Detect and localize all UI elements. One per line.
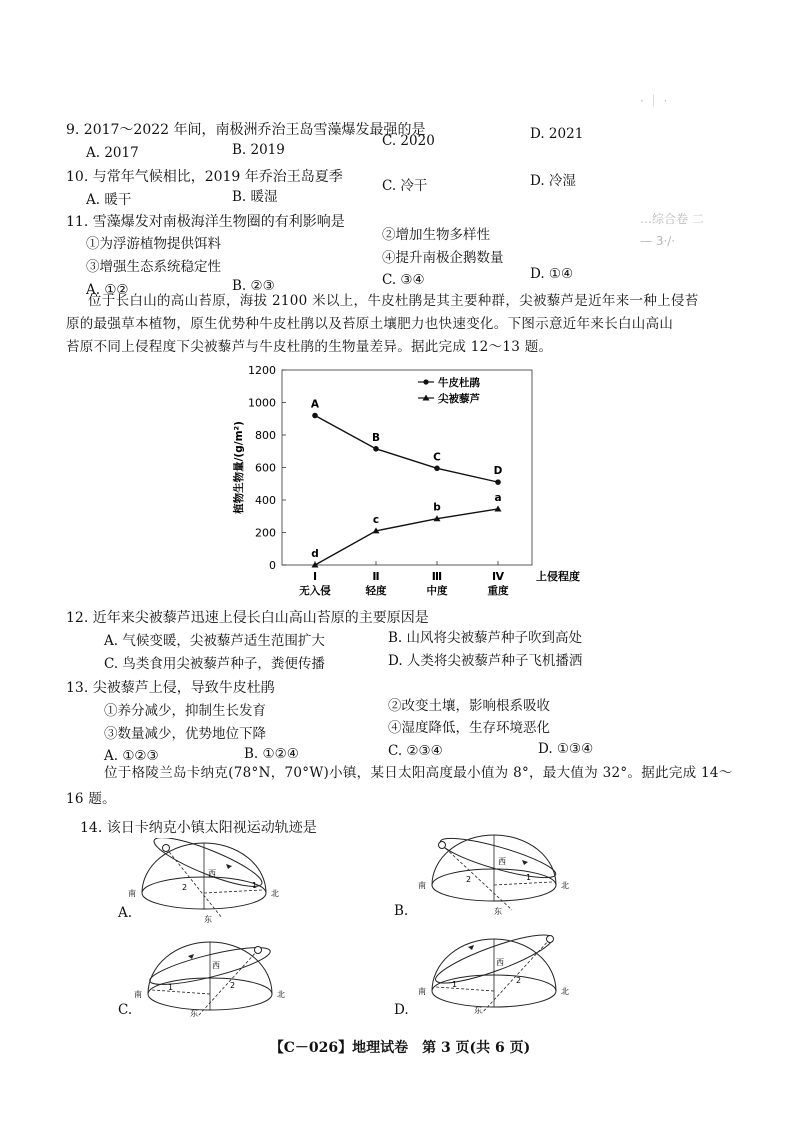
scan-mark: …综合卷 二: [640, 212, 704, 226]
series-1-point: [495, 479, 501, 485]
page-footer: 【C－026】地理试卷 第 3 页(共 6 页): [269, 1040, 531, 1056]
q10-option-d: D. 冷湿: [530, 173, 576, 189]
x-axis-label: 上侵程度: [536, 570, 580, 583]
point-label: d: [311, 548, 319, 560]
sun-path-diagram-d: [402, 925, 582, 1017]
point-label: B: [371, 431, 381, 444]
y-tick-label: 0: [269, 559, 276, 572]
angle-label-1: 1: [252, 881, 258, 890]
q13-item-2: ②改变土壤，影响根系吸收: [388, 698, 550, 714]
q11-option-d: D. ①④: [530, 266, 574, 282]
q10-option-b: B. 暖湿: [232, 189, 278, 205]
east-label: 东: [204, 915, 212, 924]
question-11-stem: 11. 雪藻爆发对南极海洋生物圈的有利影响是: [66, 214, 345, 230]
biomass-line-chart: [220, 362, 600, 602]
legend-marker-1: [423, 379, 428, 384]
x-tick-label: Ⅱ: [372, 570, 380, 583]
q14-option-d: D.: [394, 1002, 409, 1018]
y-tick-label: 400: [255, 494, 276, 507]
q9-option-b: B. 2019: [232, 142, 285, 158]
scan-mark: — 3·∕·: [640, 234, 676, 248]
x-sublabel: 中度: [426, 585, 448, 597]
q11-item-2: ②增加生物多样性: [382, 227, 490, 243]
angle-label-2: 2: [182, 883, 188, 892]
q11-option-b: B. ②③: [232, 278, 275, 294]
q9-option-d: D. 2021: [530, 126, 584, 142]
angle-label-1: 1: [526, 873, 532, 882]
south-label: 南: [418, 987, 426, 996]
north-label: 北: [277, 990, 285, 999]
intro-14-line-1: 位于格陵兰岛卡纳克(78°N，70°W)小镇，某日太阳高度最小值为 8°，最大值为 32°。据此完成 14～: [104, 765, 733, 781]
x-sublabel: 重度: [487, 585, 509, 597]
east-label: 东: [190, 1009, 198, 1018]
sun-path-diagram-c: [118, 928, 298, 1020]
series-2-point: [312, 562, 319, 568]
y-tick-label: 1200: [248, 364, 276, 377]
angle-label-1: 1: [452, 980, 458, 989]
y-tick-label: 1000: [248, 396, 276, 410]
intro-12-line-2: 原的最强草本植物，原生优势种牛皮杜鹃以及苔原土壤肥力也快速变化。下图示意近年来长白山高山: [66, 316, 674, 332]
series-1-point: [434, 466, 440, 472]
point-label: b: [433, 501, 441, 514]
x-sublabel: 轻度: [365, 585, 387, 597]
q9-option-c: C. 2020: [382, 133, 435, 149]
west-label: 西: [496, 958, 504, 967]
angle-label-2: 2: [466, 875, 472, 884]
y-axis-label: 植物生物量/(g/m²): [233, 421, 245, 514]
scan-mark: · ｜ ·: [640, 94, 668, 108]
q14-option-c: C.: [118, 1002, 133, 1018]
north-label: 北: [561, 881, 569, 890]
legend-label-2: 尖被藜芦: [438, 393, 480, 405]
north-label: 北: [561, 987, 569, 996]
intro-12-line-3: 苔原不同上侵程度下尖被藜芦与牛皮杜鹃的生物量差异。据此完成 12～13 题。: [66, 339, 553, 355]
x-tick-label: Ⅰ: [312, 570, 318, 583]
question-13-stem: 13. 尖被藜芦上侵，导致牛皮杜鹃: [66, 680, 275, 696]
intro-12-line-1: 位于长白山的高山苔原，海拔 2100 米以上，牛皮杜鹃是其主要种群，尖被藜芦是近年来一种上侵苔: [88, 293, 699, 309]
q12-option-a: A. 气候变暖，尖被藜芦适生范围扩大: [104, 633, 325, 649]
series-2-point: [495, 505, 502, 511]
q13-option-a: A. ①②③: [104, 748, 159, 764]
q14-option-b: B.: [394, 903, 409, 919]
question-12-stem: 12. 近年来尖被藜芦迅速上侵长白山高山苔原的主要原因是: [66, 610, 429, 626]
q12-option-b: B. 山风将尖被藜芦种子吹到高处: [388, 630, 583, 646]
south-label: 南: [134, 990, 142, 999]
q14-option-a: A.: [118, 905, 133, 921]
q13-item-1: ①养分减少，抑制生长发育: [104, 703, 266, 719]
east-label: 东: [474, 1006, 482, 1015]
question-14-stem: 14. 该日卡纳克小镇太阳视运动轨迹是: [80, 820, 317, 836]
q11-item-3: ③增强生态系统稳定性: [86, 259, 221, 275]
series-line-2: [315, 509, 498, 565]
q13-item-3: ③数量减少，优势地位下降: [104, 726, 266, 742]
point-label: D: [493, 465, 503, 478]
series-1-point: [373, 446, 379, 452]
q13-item-4: ④湿度降低，生存环境恶化: [388, 720, 550, 736]
y-tick-label: 200: [255, 526, 276, 540]
south-label: 南: [418, 881, 426, 890]
series-1-point: [312, 413, 318, 419]
point-label: C: [433, 451, 441, 464]
q13-option-c: C. ②③④: [388, 743, 443, 759]
x-sublabel: 无入侵: [299, 585, 331, 597]
point-label: A: [310, 398, 320, 411]
west-label: 西: [498, 857, 506, 866]
q10-option-c: C. 冷干: [382, 178, 428, 194]
point-label: c: [372, 513, 380, 526]
x-tick-label: Ⅲ: [431, 570, 443, 583]
west-label: 西: [212, 961, 220, 970]
angle-label-2: 2: [516, 976, 522, 985]
q10-option-a: A. 暖干: [86, 192, 132, 208]
north-label: 北: [271, 889, 279, 898]
question-9-stem: 9. 2017～2022 年间，南极洲乔治王岛雪藻爆发最强的是: [66, 122, 426, 138]
point-label: a: [494, 491, 502, 504]
y-tick-label: 600: [255, 461, 276, 475]
question-10-stem: 10. 与常年气候相比，2019 年乔治王岛夏季: [66, 169, 343, 185]
x-tick-label: Ⅳ: [491, 570, 505, 583]
south-label: 南: [128, 889, 136, 898]
legend-label-1: 牛皮杜鹃: [438, 377, 480, 389]
angle-label-1: 1: [168, 983, 174, 992]
q13-option-b: B. ①②④: [244, 746, 299, 762]
q12-option-c: C. 鸟类食用尖被藜芦种子，粪便传播: [104, 656, 325, 672]
y-tick-label: 800: [255, 429, 276, 442]
q11-option-c: C. ③④: [382, 272, 425, 288]
sun-path-diagram-a: [112, 838, 292, 928]
q11-item-1: ①为浮游植物提供饵料: [86, 236, 221, 252]
q12-option-d: D. 人类将尖被藜芦种子飞机播洒: [388, 653, 583, 669]
q9-option-a: A. 2017: [86, 145, 139, 161]
q13-option-d: D. ①③④: [538, 741, 594, 757]
q11-option-a: A. ①②: [86, 282, 129, 298]
west-label: 西: [208, 869, 216, 878]
angle-label-2: 2: [230, 981, 236, 990]
east-label: 东: [494, 907, 502, 916]
intro-14-line-2: 16 题。: [66, 791, 116, 807]
series-line-1: [315, 416, 498, 483]
sun-path-diagram-b: [402, 828, 582, 920]
q11-item-4: ④提升南极企鹅数量: [382, 250, 504, 266]
